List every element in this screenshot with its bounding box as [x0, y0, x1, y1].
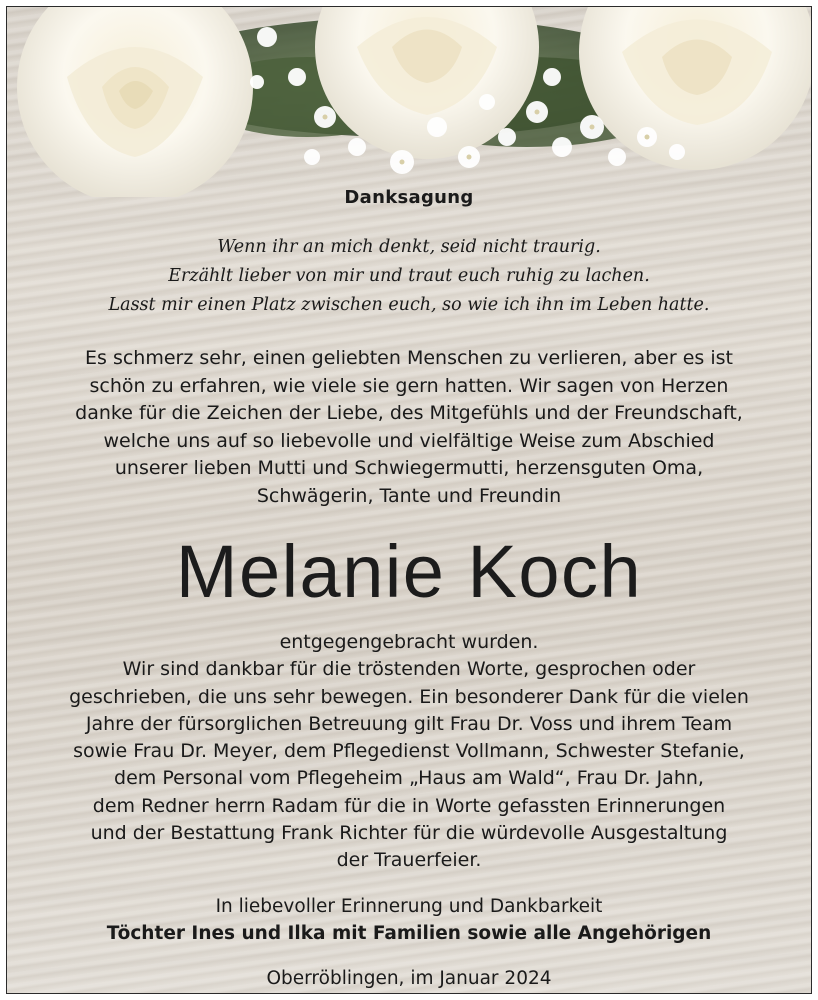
poem-line: Erzählt lieber von mir und traut euch ruhig zu lachen. — [168, 266, 650, 286]
obituary-card — [6, 6, 812, 994]
place-date: Oberröblingen, im Januar 2024 — [266, 968, 552, 989]
poem-line: Wenn ihr an mich denkt, seid nicht traurig. — [217, 237, 601, 257]
closing — [7, 893, 811, 947]
paragraph-line: sowie Frau Dr. Meyer, dem Pflegedienst Vollmann, Schwester Stefanie, — [73, 740, 745, 763]
paragraph-line: Wir sind dankbar für die tröstenden Worte, gesprochen oder — [122, 658, 696, 681]
thanks-paragraph-2 — [7, 629, 811, 875]
closing-line: In liebevoller Erinnerung und Dankbarkeit — [215, 896, 603, 917]
thanks-paragraph-1 — [7, 345, 811, 510]
paragraph-line: dem Redner herrn Radam für die in Worte gefassten Erinnerungen — [92, 794, 726, 817]
deceased-name: Melanie Koch — [175, 530, 643, 613]
paragraph-line: unserer lieben Mutti und Schwiegermutti, herzensguten Oma, — [114, 457, 704, 479]
paragraph-line: Es schmerz sehr, einen geliebten Menschen zu verlieren, aber es ist — [85, 347, 733, 369]
heading: Danksagung — [344, 187, 474, 208]
paragraph-line: entgegengebracht wurden. — [279, 631, 539, 653]
paragraph-line: Schwägerin, Tante und Freundin — [256, 484, 562, 507]
paragraph-line: dem Personal vom Pflegeheim „Haus am Wald“, Frau Dr. Jahn, — [114, 767, 704, 790]
family-signature: Töchter Ines und Ilka mit Familien sowie alle Angehörigen — [106, 923, 712, 944]
poem — [7, 233, 811, 320]
white-roses-icon — [7, 7, 811, 197]
paragraph-line: Jahre der fürsorglichen Betreuung gilt Frau Dr. Voss und ihrem Team — [85, 712, 733, 735]
paragraph-line: geschrieben, die uns sehr bewegen. Ein besonderer Dank für die vielen — [69, 685, 749, 708]
paragraph-line: und der Bestattung Frank Richter für die würdevolle Ausgestaltung — [90, 822, 728, 845]
paragraph-line: welche uns auf so liebevolle und vielfältige Weise zum Abschied — [103, 429, 715, 452]
paragraph-line: der Trauerfeier. — [336, 849, 482, 872]
paragraph-line: schön zu erfahren, wie viele sie gern hatten. Wir sagen von Herzen — [89, 374, 729, 397]
poem-line: Lasst mir einen Platz zwischen euch, so wie ich ihn im Leben hatte. — [108, 295, 710, 315]
paragraph-line: danke für die Zeichen der Liebe, des Mitgefühls und der Freundschaft, — [75, 402, 743, 424]
